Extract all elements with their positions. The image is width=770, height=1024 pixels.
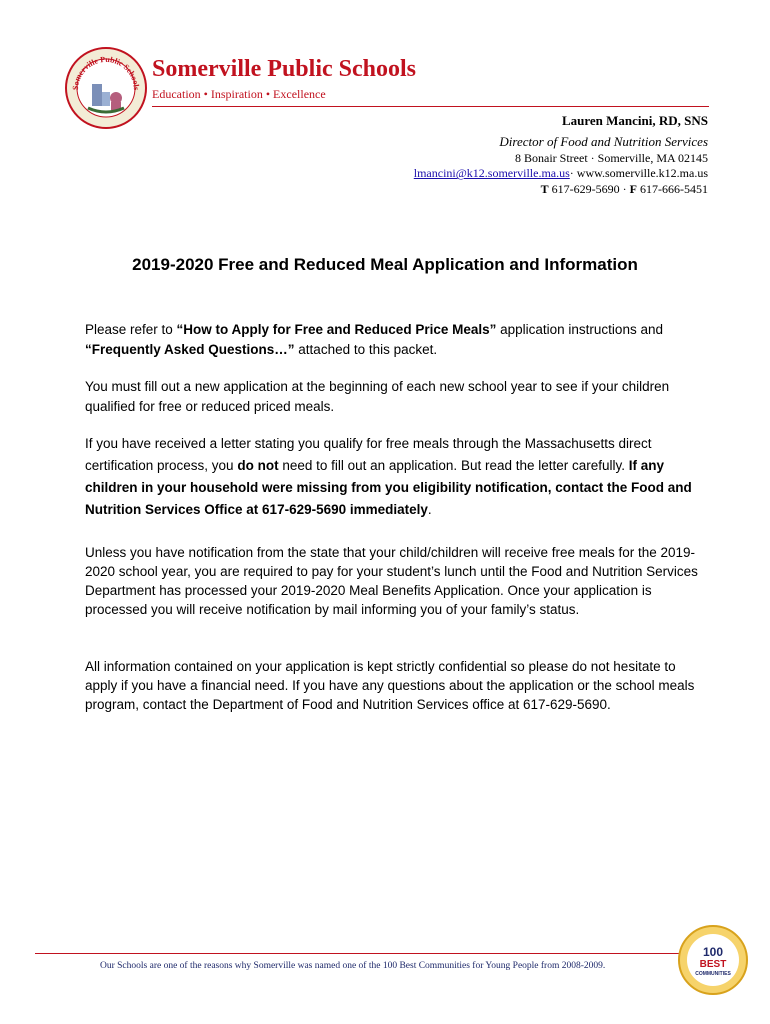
paragraph-direct-certification	[85, 433, 705, 521]
p1-bold-title: “How to Apply for Free and Reduced Price Meals”	[176, 322, 497, 337]
badge-number: 100	[702, 945, 724, 959]
p3-bold-do-not: do not	[237, 458, 279, 473]
best-communities-badge	[677, 924, 749, 996]
footer-text: Our Schools are one of the reasons why Somerville was named one of the 100 Best Communities for Young People from 2008-2009.	[100, 961, 606, 971]
contact-name: Lauren Mancini, RD, SNS	[561, 113, 708, 128]
document-heading: 2019-2020 Free and Reduced Meal Application and Information	[132, 255, 638, 274]
p1-text-a: Please refer to	[85, 322, 177, 337]
p1-bold-faq: “Frequently Asked Questions…”	[85, 342, 295, 357]
contact-block	[414, 113, 708, 198]
fax-label: F	[629, 181, 637, 196]
p3-text-a: If you have received a letter stating you qualify for free meals through the Massachusetts direct certification process, you	[85, 436, 652, 473]
header-divider	[152, 106, 709, 107]
badge-best: BEST	[699, 959, 727, 970]
p3-text-e: .	[427, 502, 432, 517]
org-tagline: Education • Inspiration • Excellence	[152, 87, 326, 101]
contact-email-website	[414, 166, 708, 182]
p3-bold-notice: If any children in your household were missing from you eligibility notification, contact the Food and Nutrition Services Office at 617-629-5690 immediately	[85, 458, 692, 517]
contact-address: 8 Bonair Street · Somerville, MA 02145	[515, 150, 708, 165]
p1-text-c: application instructions and	[496, 322, 663, 337]
org-name: Somerville Public Schools	[152, 56, 416, 82]
badge-communities: COMMUNITIES	[695, 971, 731, 977]
p3-text-c: need to fill out an application. But read the letter carefully.	[278, 458, 629, 473]
paragraph-new-application: You must fill out a new application at the beginning of each new school year to see if your children qualified for free or reduced priced meals.	[85, 379, 670, 414]
school-seal-logo	[64, 46, 148, 130]
paragraph-instructions	[85, 320, 705, 360]
paragraph-payment: Unless you have notification from the state that your child/children will receive free meals for the 2019-2020 school year, you are required to pay for your student’s lunch until the Food and Nutrition Services Department has processed your 2019-2020 Meal Benefits Application. Once your application is processed you will receive notification by mail informing you of your family’s status.	[85, 545, 698, 617]
phone-label: T	[540, 181, 549, 196]
email-link[interactable]: lmancini@k12.somerville.ma.us	[413, 166, 570, 181]
phone-number: 617-629-5690 ·	[548, 181, 630, 196]
website-text: www.somerville.k12.ma.us	[576, 166, 708, 181]
p1-text-e: attached to this packet.	[294, 342, 438, 357]
paragraph-confidentiality: All information contained on your application is kept strictly confidential so please do not hesitate to apply if you have a financial need. If you have any questions about the application or the school meals program, contact the Department of Food and Nutrition Services office at 617-629-5690.	[85, 659, 695, 712]
footer-divider	[35, 953, 680, 954]
fax-number: 617-666-5451	[637, 181, 708, 196]
contact-title: Director of Food and Nutrition Services	[499, 133, 708, 149]
seal-text: Somerville Public Schools	[70, 54, 142, 91]
email-separator: ·	[569, 166, 577, 181]
contact-phone-fax	[414, 182, 708, 198]
